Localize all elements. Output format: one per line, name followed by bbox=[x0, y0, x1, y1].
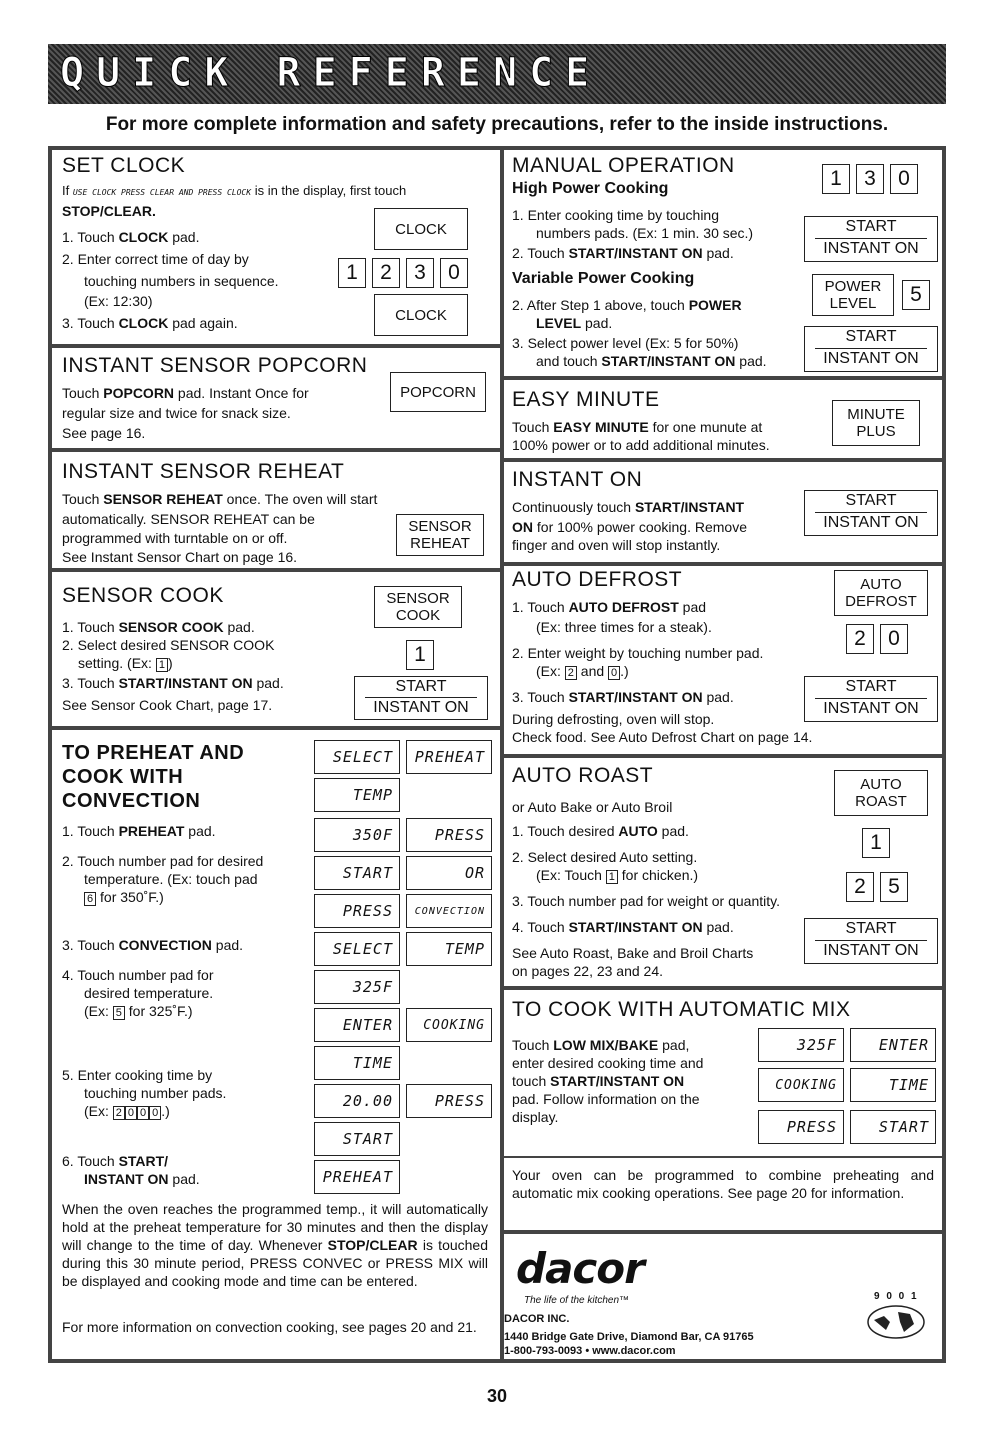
manual-b2: 2. After Step 1 above, touch POWER bbox=[512, 297, 742, 313]
preheat-step5c: (Ex: 2 0 0 0 .) bbox=[84, 1103, 170, 1119]
defrost-line4: During defrosting, oven will stop. bbox=[512, 711, 715, 727]
globe-icon bbox=[864, 1302, 928, 1342]
preheat-title-2: COOK WITH bbox=[62, 766, 184, 788]
popcorn-title: INSTANT SENSOR POPCORN bbox=[62, 354, 368, 377]
popcorn-key: POPCORN bbox=[390, 372, 486, 412]
digit-key: 1 bbox=[822, 164, 850, 194]
power-level-key: POWER LEVEL bbox=[812, 274, 894, 316]
instant-line1: Continuously touch START/INSTANT bbox=[512, 499, 745, 515]
preheat-step2b: temperature. (Ex: touch pad bbox=[84, 871, 258, 887]
sensor-cook-title: SENSOR COOK bbox=[62, 584, 224, 607]
start-instant-on-key: START INSTANT ON bbox=[354, 676, 488, 720]
display-panel: START bbox=[314, 856, 400, 890]
display-panel: PRESS bbox=[406, 1084, 492, 1118]
set-clock-step3: 3. Touch CLOCK pad again. bbox=[62, 315, 238, 331]
instant-line3: finger and oven will stop instantly. bbox=[512, 537, 721, 553]
easy-line2: 100% power or to add additional minutes. bbox=[512, 437, 770, 453]
display-panel: SELECT bbox=[314, 932, 400, 966]
preheat-section bbox=[52, 730, 500, 1363]
automatic-mix-section bbox=[504, 990, 942, 1234]
preheat-step5b: touching number pads. bbox=[84, 1085, 227, 1101]
set-clock-title: SET CLOCK bbox=[62, 154, 186, 177]
sensor-cook-step1: 1. Touch SENSOR COOK pad. bbox=[62, 619, 255, 635]
roast-step2: 2. Select desired Auto setting. bbox=[512, 849, 698, 865]
start-instant-on-key: START INSTANT ON bbox=[804, 490, 938, 536]
manual-a1b: numbers pads. (Ex: 1 min. 30 sec.) bbox=[536, 225, 754, 241]
banner-title: QUICK REFERENCE bbox=[60, 50, 602, 96]
preheat-step4c: (Ex: 5 for 325˚F.) bbox=[84, 1003, 193, 1019]
manual-title: MANUAL OPERATION bbox=[512, 154, 735, 177]
digit-key: 0 bbox=[880, 624, 908, 654]
manual-b2b: LEVEL pad. bbox=[536, 315, 613, 331]
display-panel: PREHEAT bbox=[314, 1160, 400, 1194]
set-clock-section bbox=[52, 150, 500, 348]
reheat-line1: Touch SENSOR REHEAT once. The oven will start bbox=[62, 491, 378, 507]
roast-step4: 4. Touch START/INSTANT ON pad. bbox=[512, 919, 734, 935]
start-instant-on-key: START INSTANT ON bbox=[804, 918, 938, 964]
roast-line6: on pages 22, 23 and 24. bbox=[512, 963, 664, 979]
digit-key: 5 bbox=[902, 280, 930, 310]
display-panel: PREHEAT bbox=[406, 740, 492, 774]
digit-key: 2 bbox=[846, 872, 874, 902]
display-panel: TIME bbox=[314, 1046, 400, 1080]
clock-display-message: USE CLOCK PRESS CLEAR AND PRESS CLOCK bbox=[72, 188, 252, 197]
intro-text: For more complete information and safety precautions, refer to the inside instructions. bbox=[105, 114, 889, 135]
display-panel: PRESS bbox=[758, 1110, 844, 1144]
instant-on-title: INSTANT ON bbox=[512, 468, 643, 491]
display-panel: PRESS bbox=[314, 894, 400, 928]
preheat-step1: 1. Touch PREHEAT pad. bbox=[62, 823, 216, 839]
manual-b3b: and touch START/INSTANT ON pad. bbox=[536, 353, 767, 369]
roast-step2b: (Ex: Touch 1 for chicken.) bbox=[536, 867, 699, 883]
high-power-subtitle: High Power Cooking bbox=[512, 180, 669, 197]
sensor-cook-key: SENSOR COOK bbox=[374, 586, 462, 628]
defrost-line5: Check food. See Auto Defrost Chart on page 14. bbox=[512, 729, 813, 745]
digit-key: 0 bbox=[440, 258, 468, 288]
set-clock-step2b: touching numbers in sequence. bbox=[84, 273, 279, 289]
defrost-step3: 3. Touch START/INSTANT ON pad. bbox=[512, 689, 734, 705]
popcorn-line1: Touch POPCORN pad. Instant Once for bbox=[62, 385, 309, 401]
dacor-company: DACOR INC. bbox=[504, 1313, 570, 1325]
popcorn-line3: See page 16. bbox=[62, 425, 146, 441]
start-instant-on-key: START INSTANT ON bbox=[804, 326, 938, 372]
display-panel: START bbox=[314, 1122, 400, 1156]
easy-minute-title: EASY MINUTE bbox=[512, 388, 660, 411]
minute-plus-key: MINUTE PLUS bbox=[832, 400, 920, 446]
roast-step3: 3. Touch number pad for weight or quantity. bbox=[512, 893, 780, 909]
sensor-reheat-key: SENSOR REHEAT bbox=[396, 514, 484, 556]
instant-on-section bbox=[504, 462, 942, 566]
reheat-title: INSTANT SENSOR REHEAT bbox=[62, 460, 345, 483]
automatic-mix-title: TO COOK WITH AUTOMATIC MIX bbox=[512, 998, 851, 1021]
iso-badge-label: 9 0 0 1 bbox=[874, 1291, 919, 1302]
dacor-address: 1440 Bridge Gate Drive, Diamond Bar, CA 91765 bbox=[504, 1331, 754, 1343]
preheat-step4b: desired temperature. bbox=[84, 985, 214, 1001]
auto-roast-key: AUTO ROAST bbox=[834, 770, 928, 816]
start-instant-on-key: START INSTANT ON bbox=[804, 216, 938, 262]
set-clock-step2: 2. Enter correct time of day by bbox=[62, 251, 249, 267]
clock-key: CLOCK bbox=[374, 208, 468, 250]
display-panel: ENTER bbox=[850, 1028, 936, 1062]
digit-key: 3 bbox=[406, 258, 434, 288]
display-panel: CONVECTION bbox=[406, 894, 492, 928]
preheat-step5: 5. Enter cooking time by bbox=[62, 1067, 213, 1083]
dacor-logo: dacor bbox=[516, 1244, 644, 1293]
dacor-phone: 1-800-793-0093 • www.dacor.com bbox=[504, 1345, 676, 1357]
preheat-step6b: INSTANT ON pad. bbox=[84, 1171, 200, 1187]
easy-minute-section bbox=[504, 380, 942, 462]
digit-key: 5 bbox=[880, 872, 908, 902]
dacor-footer bbox=[504, 1234, 942, 1359]
preheat-step3: 3. Touch CONVECTION pad. bbox=[62, 937, 244, 953]
reheat-line2: automatically. SENSOR REHEAT can be bbox=[62, 511, 315, 527]
set-clock-step1: 1. Touch CLOCK pad. bbox=[62, 229, 200, 245]
auto-defrost-title: AUTO DEFROST bbox=[512, 568, 683, 591]
manual-a2: 2. Touch START/INSTANT ON pad. bbox=[512, 245, 734, 261]
defrost-step2b: (Ex: 2 and 0 .) bbox=[536, 663, 629, 679]
digit-key: 2 bbox=[846, 624, 874, 654]
reheat-line4: See Instant Sensor Chart on page 16. bbox=[62, 549, 298, 565]
roast-line5: See Auto Roast, Bake and Broil Charts bbox=[512, 945, 754, 961]
display-panel: COOKING bbox=[406, 1008, 492, 1042]
sensor-cook-step2b: setting. (Ex: 1 ) bbox=[78, 655, 173, 671]
dacor-tagline: The life of the kitchen™ bbox=[524, 1295, 630, 1306]
display-panel: SELECT bbox=[314, 740, 400, 774]
sensor-cook-step3: 3. Touch START/INSTANT ON pad. bbox=[62, 675, 284, 691]
mix-line5: display. bbox=[512, 1109, 559, 1125]
sensor-cook-step2: 2. Select desired SENSOR COOK bbox=[62, 637, 275, 653]
display-panel: TIME bbox=[850, 1068, 936, 1102]
display-panel: 350F bbox=[314, 818, 400, 852]
display-panel: START bbox=[850, 1110, 936, 1144]
defrost-step1: 1. Touch AUTO DEFROST pad bbox=[512, 599, 707, 615]
preheat-title-1: TO PREHEAT AND bbox=[62, 742, 245, 764]
manual-b3: 3. Select power level (Ex: 5 for 50%) bbox=[512, 335, 739, 351]
defrost-step2: 2. Enter weight by touching number pad. bbox=[512, 645, 764, 661]
auto-defrost-section bbox=[504, 566, 942, 758]
set-clock-step2c: (Ex: 12:30) bbox=[84, 293, 153, 309]
preheat-step2c: 6 for 350˚F.) bbox=[84, 888, 164, 906]
instant-line2: ON for 100% power cooking. Remove bbox=[512, 519, 747, 535]
display-panel: PRESS bbox=[406, 818, 492, 852]
preheat-title-3: CONVECTION bbox=[62, 790, 201, 812]
display-panel: TEMP bbox=[406, 932, 492, 966]
display-panel: 325F bbox=[758, 1028, 844, 1062]
display-panel: ENTER bbox=[314, 1008, 400, 1042]
manual-section bbox=[504, 150, 942, 380]
mix-paragraph: Your oven can be programmed to combine preheating and automatic mix cooking operations. See page 20 for information. bbox=[512, 1167, 934, 1201]
digit-key: 0 bbox=[890, 164, 918, 194]
set-clock-stop-clear: STOP/CLEAR. bbox=[62, 203, 156, 219]
preheat-more-info: For more information on convection cooking, see pages 20 and 21. bbox=[62, 1319, 477, 1335]
display-panel: 20.00 bbox=[314, 1084, 400, 1118]
digit-key: 1 bbox=[406, 640, 434, 670]
display-panel: TEMP bbox=[314, 778, 400, 812]
display-panel: 325F bbox=[314, 970, 400, 1004]
page-number: 30 bbox=[486, 1386, 508, 1406]
mix-line1: Touch LOW MIX/BAKE pad, bbox=[512, 1037, 690, 1053]
reheat-section bbox=[52, 452, 500, 572]
display-panel: COOKING bbox=[758, 1068, 844, 1102]
auto-defrost-key: AUTO DEFROST bbox=[834, 570, 928, 616]
display-panel: OR bbox=[406, 856, 492, 890]
sensor-cook-note: See Sensor Cook Chart, page 17. bbox=[62, 697, 273, 713]
preheat-paragraph: When the oven reaches the programmed temp., it will automatically hold at the preheat temperature for 30 minutes and then the display will change to the time of day. Whenever STOP/CLEAR is touched during this 30 minute period, PRESS CONVEC or PRESS MIX will be displayed and cooking mode and time can be entered. bbox=[62, 1201, 488, 1289]
mix-line3: touch START/INSTANT ON bbox=[512, 1073, 685, 1089]
preheat-step2: 2. Touch number pad for desired bbox=[62, 853, 264, 869]
clock-key: CLOCK bbox=[374, 294, 468, 336]
roast-step1: 1. Touch desired AUTO pad. bbox=[512, 823, 689, 839]
digit-key: 2 bbox=[372, 258, 400, 288]
start-instant-on-key: START INSTANT ON bbox=[804, 676, 938, 722]
auto-roast-section bbox=[504, 758, 942, 990]
easy-line1: Touch EASY MINUTE for one munute at bbox=[512, 419, 763, 435]
title-banner bbox=[48, 44, 946, 104]
mix-line4: pad. Follow information on the bbox=[512, 1091, 700, 1107]
preheat-step6: 6. Touch START/ bbox=[62, 1153, 169, 1169]
popcorn-section bbox=[52, 348, 500, 452]
roast-line0: or Auto Bake or Auto Broil bbox=[512, 799, 673, 815]
popcorn-line2: regular size and twice for snack size. bbox=[62, 405, 291, 421]
mix-divider bbox=[504, 1156, 942, 1158]
reheat-line3: programmed with turntable on or off. bbox=[62, 530, 288, 546]
defrost-step1b: (Ex: three times for a steak). bbox=[536, 619, 712, 635]
digit-key: 3 bbox=[856, 164, 884, 194]
variable-power-subtitle: Variable Power Cooking bbox=[512, 270, 695, 287]
sensor-cook-section bbox=[52, 572, 500, 730]
manual-a1: 1. Enter cooking time by touching bbox=[512, 207, 720, 223]
mix-line2: enter desired cooking time and bbox=[512, 1055, 704, 1071]
set-clock-intro: If USE CLOCK PRESS CLEAR AND PRESS CLOCK is in the display, first touch bbox=[62, 183, 407, 198]
auto-roast-title: AUTO ROAST bbox=[512, 764, 654, 787]
digit-key: 1 bbox=[862, 828, 890, 858]
preheat-step4: 4. Touch number pad for bbox=[62, 967, 214, 983]
digit-key: 1 bbox=[338, 258, 366, 288]
